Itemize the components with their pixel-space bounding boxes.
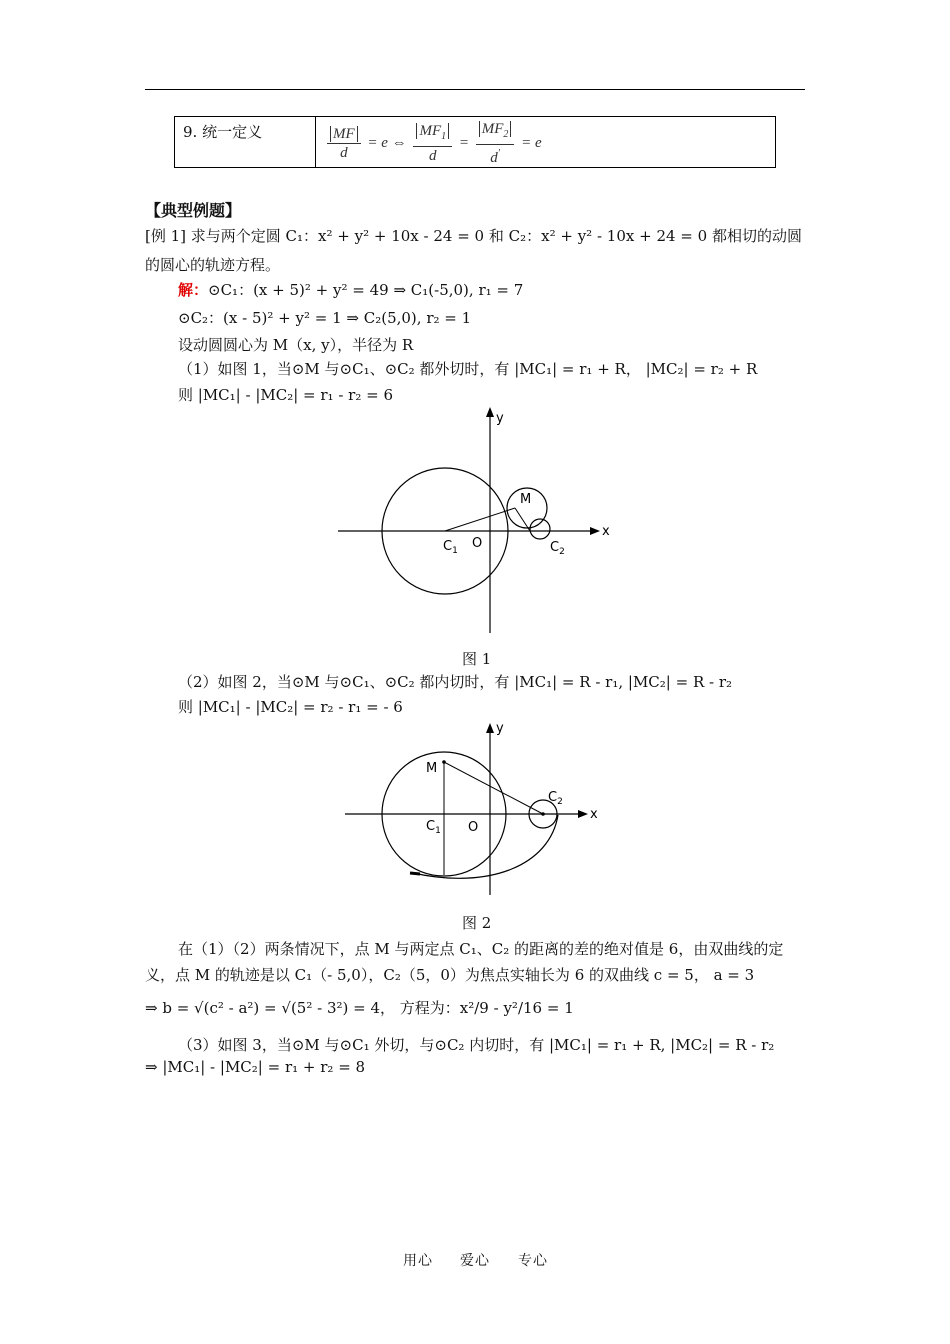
figure-2 (340, 715, 610, 900)
fig1-label-m: M (520, 492, 532, 507)
fig1-circle-c2 (530, 519, 550, 539)
fig1-segment-mc1 (445, 508, 515, 531)
definition-table (174, 116, 776, 168)
summary-line-3: ⇒ b = √(c² - a²) = √(5² - 3²) = 4， 方程为：x²/9 - y²/16 = 1 (145, 999, 574, 1017)
footer-text-3: 专心 (518, 1253, 548, 1269)
fig1-y-arrow (486, 407, 494, 417)
fig2-point-m (442, 760, 446, 764)
fig1-label-c2: $C_2$ (550, 540, 565, 557)
solution-assume: 设动圆圆心为 M（x, y），半径为 R (178, 336, 414, 354)
fig2-y-arrow (486, 723, 494, 733)
fig1-x-arrow (590, 527, 600, 535)
fig2-arc-mark (410, 873, 420, 874)
figure-2-caption: 图 2 (462, 914, 492, 932)
case2-line-a: （2）如图 2，当⊙M 与⊙C₁、⊙C₂ 都内切时，有 |MC₁| = R - r₁, |MC₂| = R - r₂ (178, 673, 733, 691)
fig2-label-c1: $C_1$ (426, 819, 441, 836)
case3-line-b: ⇒ |MC₁| - |MC₂| = r₁ + r₂ = 8 (145, 1058, 366, 1076)
case2-line-b: 则 |MC₁| - |MC₂| = r₂ - r₁ = - 6 (178, 698, 403, 716)
example1-line2: 的圆心的轨迹方程。 (145, 256, 281, 274)
fig2-point-c2 (541, 812, 545, 816)
fig2-label-m: M (426, 761, 438, 776)
fig2-segment-mc2 (444, 762, 543, 814)
solution-c2: ⊙C₂：(x - 5)² + y² = 1 ⇒ C₂(5,0), r₂ = 1 (178, 309, 472, 327)
section-title: 【典型例题】 (145, 201, 242, 220)
solution-label: 解： (178, 281, 209, 299)
summary-line-1: 在（1）（2）两条情况下，点 M 与两定点 C₁、C₂ 的距离的差的绝对值是 6，由双曲线的定 (178, 940, 784, 958)
fig1-label-o: O (472, 536, 483, 551)
footer-text-2: 爱心 (460, 1253, 490, 1269)
case3-line-a: （3）如图 3，当⊙M 与⊙C₁ 外切，与⊙C₂ 内切时，有 |MC₁| = r₁ + R, |MC₂| = R - r₂ (178, 1036, 775, 1054)
footer-text-1: 用心 (403, 1253, 433, 1269)
solution-c1: ⊙C₁：(x + 5)² + y² = 49 ⇒ C₁(-5,0), r₁ = 7 (208, 281, 524, 299)
summary-line-2: 义，点 M 的轨迹是以 C₁（- 5,0），C₂（5，0）为焦点实轴长为 6 的双曲线 c = 5， a = 3 (145, 966, 755, 984)
solution-c1-line (178, 279, 523, 300)
case1-line-b: 则 |MC₁| - |MC₂| = r₁ - r₂ = 6 (178, 386, 394, 404)
definition-formula: $\frac{MF}{d}$ = e ⇔ $\frac{MF_1}{d}$ = $\frac{MF_2}{d'}$ = e (324, 135, 542, 151)
fig2-label-x: x (590, 807, 598, 822)
figure-1 (330, 405, 620, 637)
case1-line-a: （1）如图 1，当⊙M 与⊙C₁、⊙C₂ 都外切时，有 |MC₁| = r₁ + R， |MC₂| = r₂ + R (178, 360, 758, 378)
fig2-x-arrow (578, 810, 588, 818)
fig1-label-c1: $C_1$ (443, 539, 458, 556)
figure-1-caption: 图 1 (462, 650, 492, 668)
fig2-label-c2: $C_2$ (548, 790, 563, 807)
example1-line1: [例 1] 求与两个定圆 C₁：x² + y² + 10x - 24 = 0 和 C₂：x² + y² - 10x + 24 = 0 都相切的动圆 (145, 227, 802, 245)
definition-label: 9. 统一定义 (175, 117, 316, 168)
fig2-label-o: O (468, 820, 479, 835)
header-rule (145, 89, 805, 90)
fig2-label-y: y (496, 721, 504, 736)
definition-formula-cell (316, 117, 776, 168)
fig1-label-y: y (496, 411, 504, 426)
fig1-label-x: x (602, 524, 610, 539)
